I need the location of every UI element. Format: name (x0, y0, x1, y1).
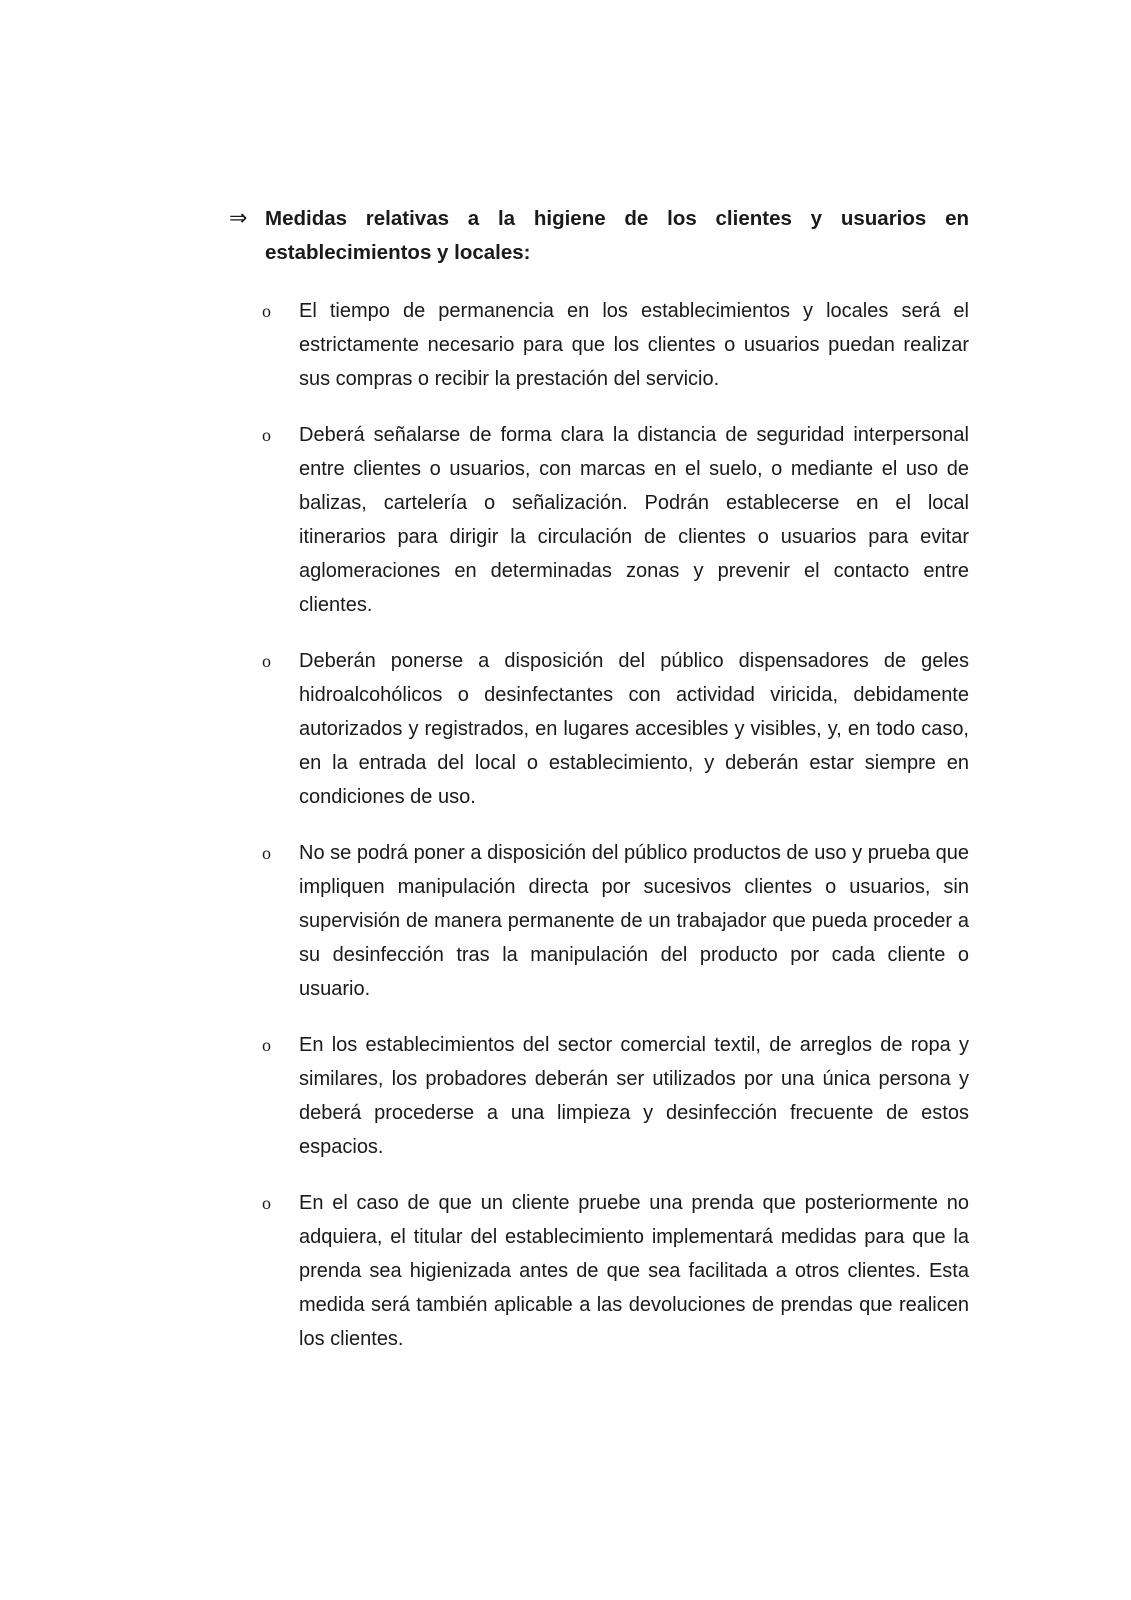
circle-bullet-icon: o (262, 425, 271, 445)
circle-bullet-icon: o (262, 1035, 271, 1055)
list-item (262, 836, 969, 1006)
section-heading (229, 202, 969, 270)
circle-bullet-icon: o (262, 1193, 271, 1213)
section-heading-text: Medidas relativas a la higiene de los clientes y usuarios en establecimientos y locales: (265, 207, 969, 264)
list-item-text: En el caso de que un cliente pruebe una prenda que posteriormente no adquiera, el titular del establecimiento implementará medidas para que la prenda sea higienizada antes de que sea facilitada a otros clientes. Esta medida será también aplicable a las devoluciones de prendas que realicen los clientes. (299, 1192, 969, 1350)
circle-bullet-icon: o (262, 301, 271, 321)
list-item-text: Deberá señalarse de forma clara la distancia de seguridad interpersonal entre clientes o usuarios, con marcas en el suelo, o mediante el uso de balizas, cartelería o señalización. Podrán establecerse en el local itinerarios para dirigir la circulación de clientes o usuarios para evitar aglomeraciones en determinadas zonas y prevenir el contacto entre clientes. (299, 424, 969, 616)
measures-list (262, 294, 969, 1378)
list-item (262, 1186, 969, 1356)
circle-bullet-icon: o (262, 843, 271, 863)
list-item-text: El tiempo de permanencia en los establecimientos y locales será el estrictamente necesario para que los clientes o usuarios puedan realizar sus compras o recibir la prestación del servicio. (299, 300, 969, 390)
circle-bullet-icon: o (262, 651, 271, 671)
list-item-text: En los establecimientos del sector comercial textil, de arreglos de ropa y similares, los probadores deberán ser utilizados por una única persona y deberá procederse a una limpieza y desinfección frecuente de estos espacios. (299, 1034, 969, 1158)
list-item (262, 1028, 969, 1164)
list-item (262, 418, 969, 622)
list-item (262, 294, 969, 396)
list-item (262, 644, 969, 814)
list-item-text: Deberán ponerse a disposición del público dispensadores de geles hidroalcohólicos o desinfectantes con actividad viricida, debidamente autorizados y registrados, en lugares accesibles y visibles, y, en todo caso, en la entrada del local o establecimiento, y deberán estar siempre en condiciones de uso. (299, 650, 969, 808)
double-arrow-right-icon: ⇒ (229, 206, 248, 231)
list-item-text: No se podrá poner a disposición del público productos de uso y prueba que impliquen manipulación directa por sucesivos clientes o usuarios, sin supervisión de manera permanente de un trabajador que pueda proceder a su desinfección tras la manipulación del producto por cada cliente o usuario. (299, 842, 969, 1000)
